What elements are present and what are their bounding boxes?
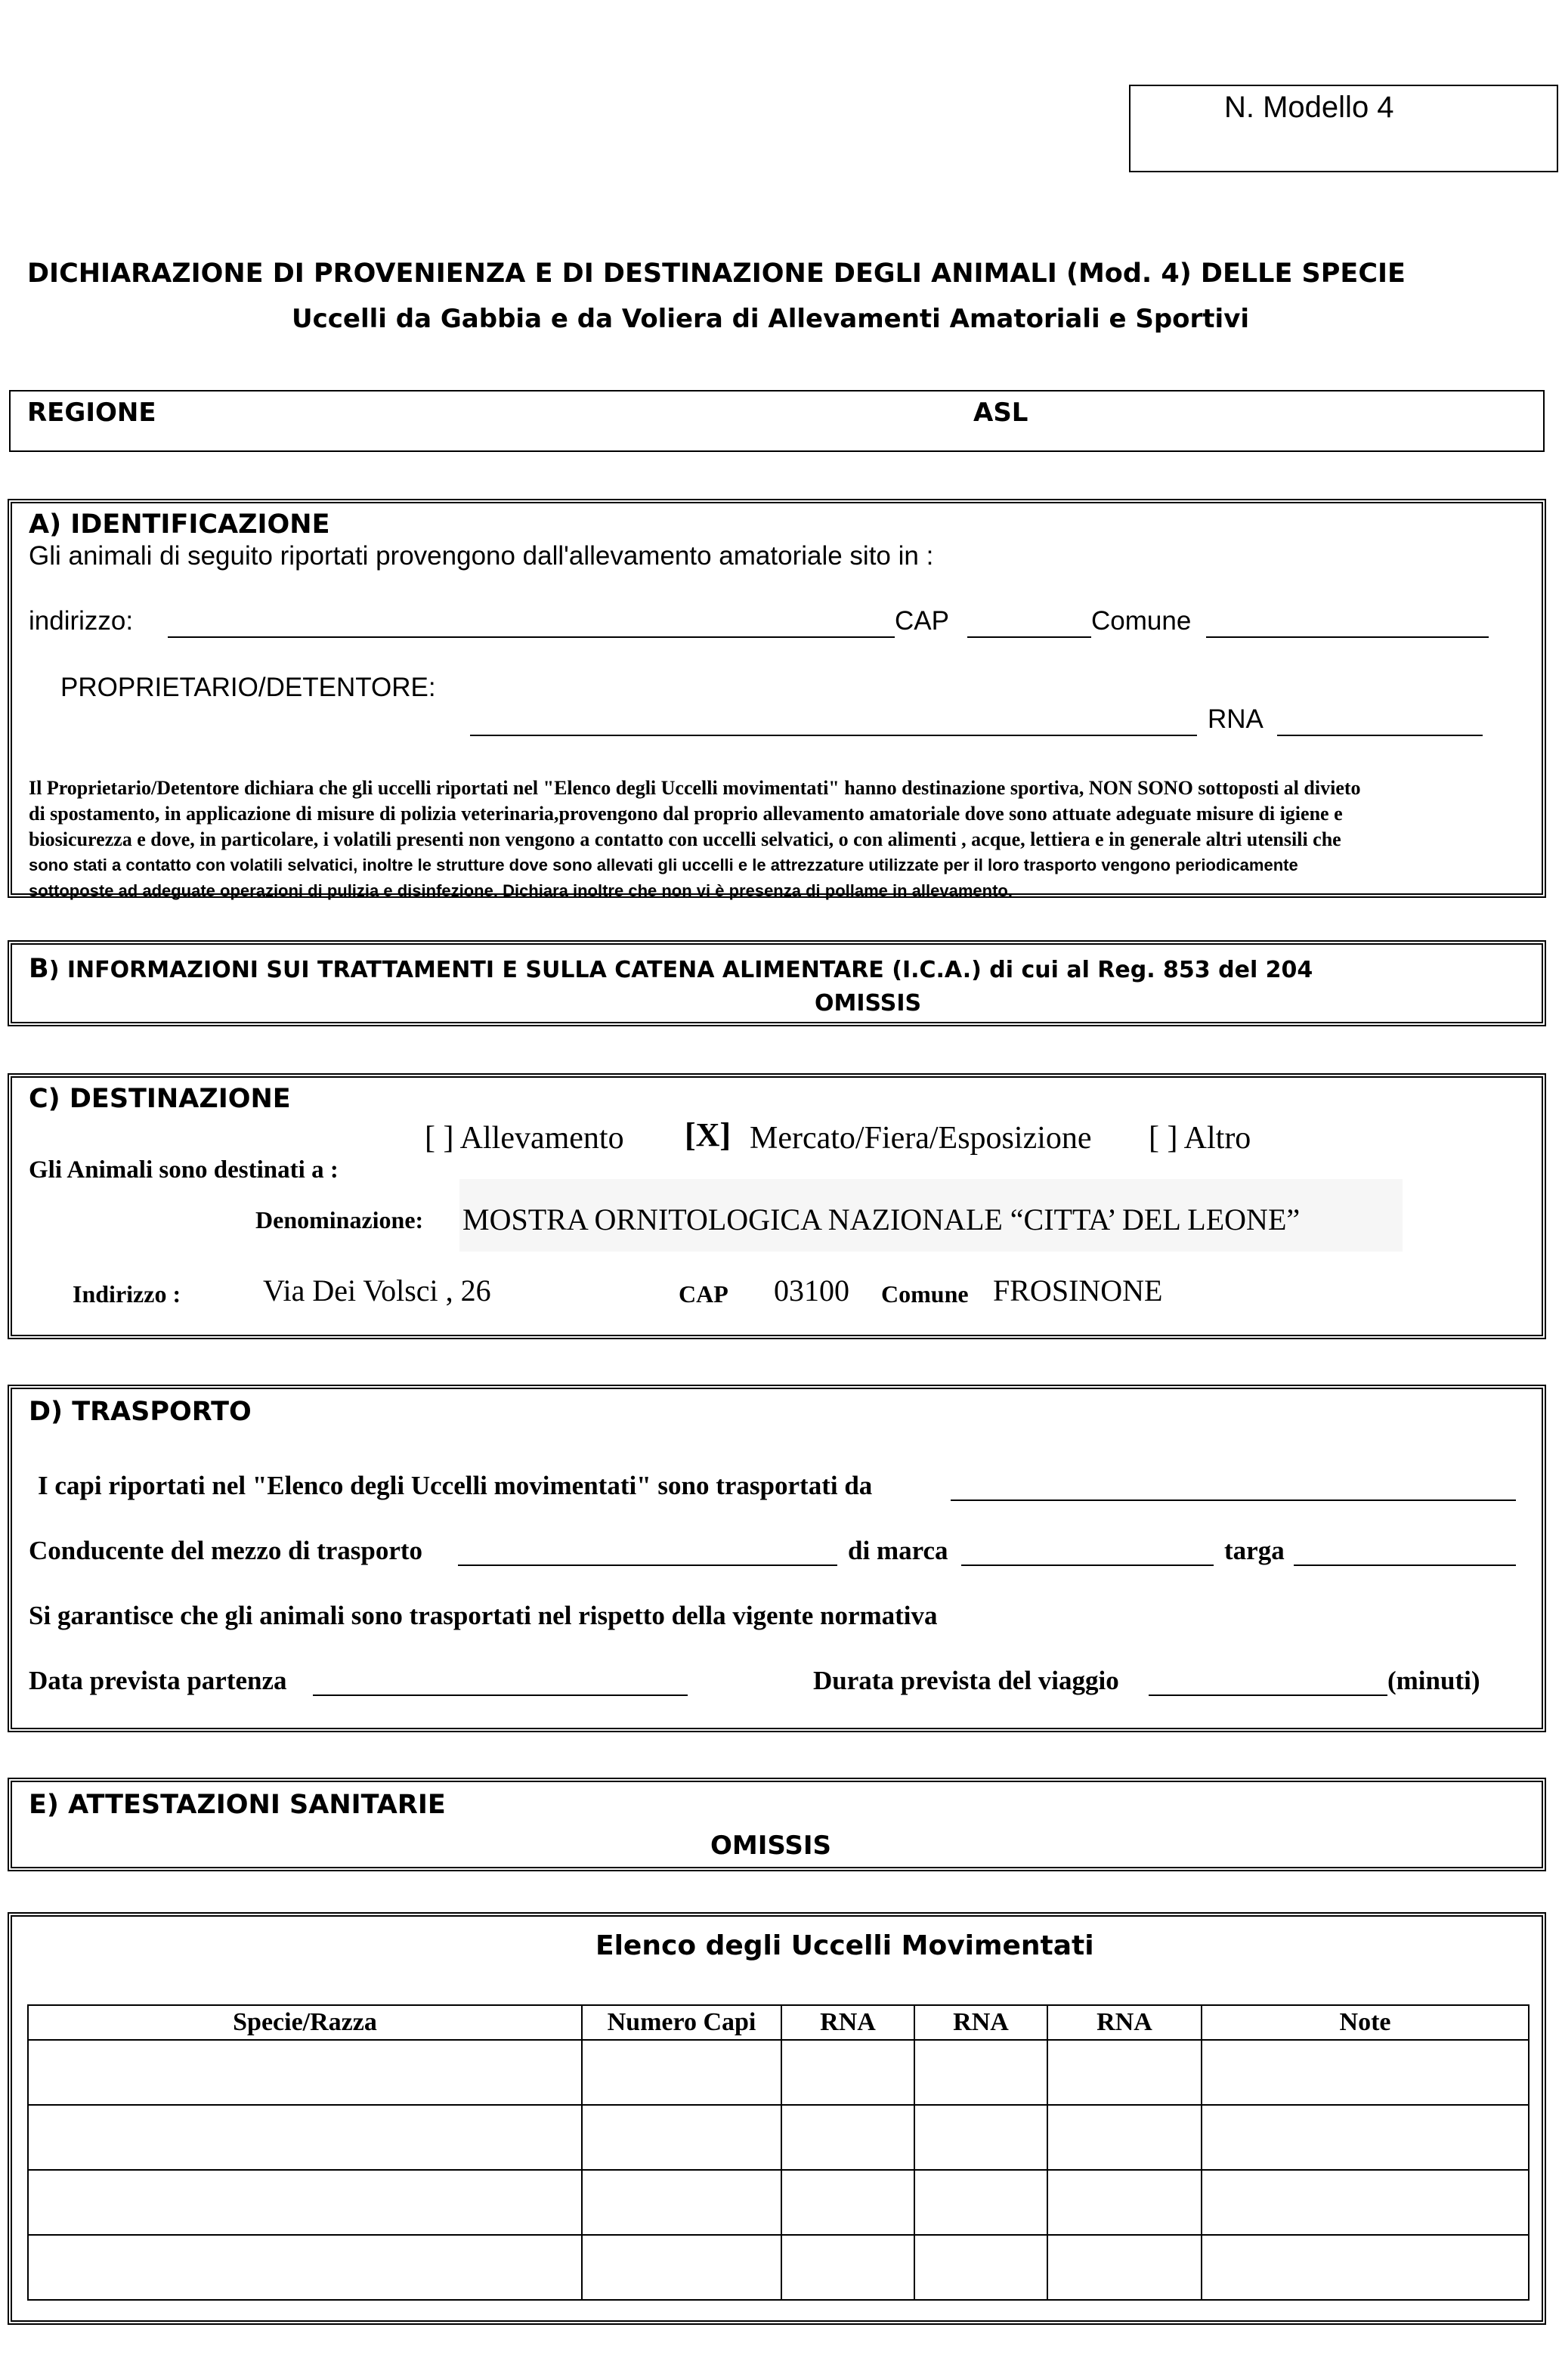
destinazione-comune-value[interactable]: FROSINONE [993,1274,1163,1308]
garanzia-text: Si garantisce che gli animali sono trasportati nel rispetto della vigente normativa [29,1601,938,1630]
conducente-field[interactable] [458,1564,837,1566]
table-row [28,2105,1529,2170]
col-rna-3: RNA [1047,2005,1202,2040]
modello-label: N. Modello 4 [1224,91,1394,124]
targa-label: targa [1224,1536,1285,1565]
elenco-table [27,2004,1530,2301]
option-mercato[interactable]: Mercato/Fiera/Esposizione [750,1121,1092,1156]
table-cell[interactable] [582,2105,781,2170]
table-cell[interactable] [781,2235,914,2300]
targa-field[interactable] [1294,1564,1516,1566]
destinazione-indirizzo-label: Indirizzo : [73,1280,181,1308]
declaration-line: sottoposte ad adeguate operazioni di pulizia e disinfezione. Dichiara inoltre che non vi è presenza di pollame in allevamento. [29,881,1013,900]
trasportati-label: I capi riportati nel "Elenco degli Uccelli movimentati" sono trasportati da [38,1471,873,1500]
table-cell[interactable] [781,2105,914,2170]
declaration-text [29,775,1531,904]
destinazione-cap-label: CAP [679,1280,728,1308]
destinazione-cap-value[interactable]: 03100 [774,1274,849,1308]
conducente-label: Conducente del mezzo di trasporto [29,1536,423,1565]
table-row [28,2040,1529,2105]
col-rna-1: RNA [781,2005,914,2040]
table-row [28,2170,1529,2235]
denominazione-field[interactable] [459,1179,1403,1252]
section-trattamenti [8,940,1546,1026]
marca-field[interactable] [961,1564,1214,1566]
attestazioni-heading: E) ATTESTAZIONI SANITARIE [29,1790,446,1820]
declaration-line: sono stati a contatto con volatili selvatici, inoltre le strutture dove sono allevati gli uccelli e le attrezzature utilizzate per il loro trasporto vengono periodicamente [29,856,1298,874]
asl-label: ASL [973,398,1028,428]
cap-field[interactable] [967,636,1091,638]
partenza-field[interactable] [313,1694,688,1696]
elenco-header-row [28,2005,1529,2040]
section-trasporto [8,1385,1546,1732]
durata-field[interactable] [1149,1694,1387,1696]
section-attestazioni [8,1778,1546,1871]
col-numero-capi: Numero Capi [582,2005,781,2040]
marca-label: di marca [848,1536,948,1565]
option-mercato-checkbox[interactable]: [X] [685,1116,732,1153]
destinazione-indirizzo-value[interactable]: Via Dei Volsci , 26 [263,1274,491,1308]
declaration-line: biosicurezza e dove, in particolare, i volatili presenti non vengono a contatto con uccelli selvatici, o con alimenti , acque, lettiera e in generale altri utensili che [29,828,1341,850]
declaration-line: Il Proprietario/Detentore dichiara che gli uccelli riportati nel "Elenco degli Uccelli movimentati" hanno destinazione sportiva, NON SONO sottoposti al divieto [29,777,1361,799]
table-cell[interactable] [1202,2170,1529,2235]
col-rna-2: RNA [914,2005,1047,2040]
rna-field[interactable] [1277,735,1483,736]
denominazione-label: Denominazione: [255,1206,424,1233]
table-cell[interactable] [28,2040,582,2105]
table-cell[interactable] [1047,2170,1202,2235]
col-specie-razza: Specie/Razza [28,2005,582,2040]
table-cell[interactable] [914,2235,1047,2300]
table-cell[interactable] [582,2170,781,2235]
destinazione-heading: C) DESTINAZIONE [29,1084,291,1114]
provenienza-intro: Gli animali di seguito riportati provengono dall'allevamento amatoriale sito in : [29,541,934,571]
modello-box [1129,85,1558,172]
section-identificazione [8,499,1546,898]
identificazione-heading: A) IDENTIFICAZIONE [29,509,330,540]
page-subtitle: Uccelli da Gabbia e da Voliera di Allevamenti Amatoriali e Sportivi [292,304,1250,334]
table-cell[interactable] [1202,2040,1529,2105]
table-cell[interactable] [582,2040,781,2105]
regione-label: REGIONE [27,398,156,428]
table-cell[interactable] [781,2170,914,2235]
table-row [28,2235,1529,2300]
table-cell[interactable] [582,2235,781,2300]
table-cell[interactable] [914,2105,1047,2170]
declaration-line: di spostamento, in applicazione di misure di polizia veterinaria,provengono dal proprio allevamento amatoriale dove sono attuate adeguate misure di igiene e [29,803,1343,825]
table-cell[interactable] [1047,2040,1202,2105]
attestazioni-omissis: OMISSIS [710,1831,831,1861]
table-cell[interactable] [914,2040,1047,2105]
indirizzo-field[interactable] [168,636,895,638]
option-altro[interactable]: [ ] Altro [1149,1121,1251,1156]
option-allevamento[interactable]: [ ] Allevamento [425,1121,624,1156]
table-cell[interactable] [28,2105,582,2170]
table-cell[interactable] [914,2170,1047,2235]
cap-label: CAP [895,606,949,636]
partenza-label: Data prevista partenza [29,1666,287,1695]
section-destinazione [8,1073,1546,1339]
trasporto-heading: D) TRASPORTO [29,1397,252,1427]
page-title: DICHIARAZIONE DI PROVENIENZA E DI DESTINAZIONE DEGLI ANIMALI (Mod. 4) DELLE SPECIE [27,258,1406,289]
trattamenti-heading-initial: B [29,954,49,984]
indirizzo-label: indirizzo: [29,606,134,636]
regione-asl-box [9,390,1545,452]
minuti-label: (minuti) [1387,1666,1480,1695]
comune-field[interactable] [1206,636,1489,638]
col-note: Note [1202,2005,1529,2040]
proprietario-field[interactable] [470,735,1197,736]
trattamenti-heading-text: ) INFORMAZIONI SUI TRATTAMENTI E SULLA CATENA ALIMENTARE (I.C.A.) di cui al Reg. 853 del 204 [48,957,1313,983]
durata-label: Durata prevista del viaggio [813,1666,1119,1695]
rna-label: RNA [1208,704,1264,734]
denominazione-value: MOSTRA ORNITOLOGICA NAZIONALE “CITTA’ DEL LEONE” [462,1202,1301,1236]
table-cell[interactable] [1202,2105,1529,2170]
elenco-title: Elenco degli Uccelli Movimentati [595,1930,1094,1961]
trattamenti-omissis: OMISSIS [815,990,922,1017]
destinati-label: Gli Animali sono destinati a : [29,1156,339,1184]
proprietario-label: PROPRIETARIO/DETENTORE: [60,673,436,702]
table-cell[interactable] [28,2235,582,2300]
table-cell[interactable] [1047,2235,1202,2300]
destinazione-comune-label: Comune [881,1280,969,1308]
table-cell[interactable] [1202,2235,1529,2300]
trattamenti-heading [29,954,1313,984]
table-cell[interactable] [781,2040,914,2105]
comune-label: Comune [1091,606,1192,636]
table-cell[interactable] [28,2170,582,2235]
trasportatore-field[interactable] [951,1499,1516,1501]
table-cell[interactable] [1047,2105,1202,2170]
